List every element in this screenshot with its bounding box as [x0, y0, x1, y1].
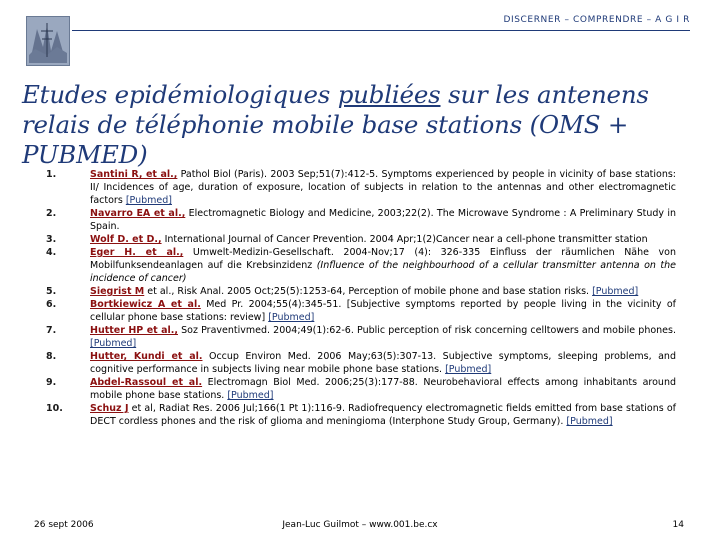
reference-item	[40, 324, 676, 350]
citation-text: Umwelt-Medizin-Gesellschaft. 2004-Nov;17 (4): 326-335 Einfluss der räumlichen Nähe von Mobilfunksendeanlagen auf die Krebsinzidenz	[90, 247, 676, 271]
reference-number: 3.	[46, 234, 57, 245]
reference-item	[40, 246, 676, 285]
author-link[interactable]: Siegrist M	[90, 286, 145, 297]
reference-text	[90, 207, 676, 233]
author-link[interactable]: Abdel-Rassoul et al.	[90, 377, 203, 388]
author-link[interactable]: Hutter, Kundi et al.	[90, 351, 203, 362]
author-link[interactable]: Wolf D. et D.,	[90, 234, 162, 245]
reference-number: 1.	[46, 169, 57, 180]
reference-item	[40, 168, 676, 207]
reference-text	[90, 324, 676, 350]
reference-item	[40, 376, 676, 402]
pubmed-link[interactable]: [Pubmed]	[125, 195, 172, 206]
header-tagline: DISCERNER – COMPRENDRE – A G I R	[503, 15, 690, 25]
citation-text: Electromagnetic Biology and Medicine, 2003;22(2). The Microwave Syndrome : A Preliminary Study in Spain.	[90, 208, 676, 232]
reference-text	[90, 246, 676, 285]
citation-translation: (Influence of the neighbourhood of a cellular transmitter antenna on the incidence of cancer)	[90, 260, 677, 284]
title-underlined-word: publiées	[337, 80, 441, 109]
reference-text	[90, 376, 676, 402]
title-part-1: Etudes epidémiologiques	[22, 80, 338, 109]
citation-text: Pathol Biol (Paris). 2003 Sep;51(7):412-5. Symptoms experienced by people in vicinity of base stations: II/ Incidences of age, duration of exposure, location of subjects in relation to the antennas and other electromagnetic factors	[90, 169, 676, 206]
header-divider	[72, 30, 690, 31]
reference-number: 7.	[46, 325, 57, 336]
reference-number: 6.	[46, 299, 57, 310]
reference-item	[40, 402, 676, 428]
citation-text: International Journal of Cancer Prevention. 2004 Apr;1(2)Cancer near a cell-phone transmitter station	[161, 234, 648, 245]
author-link[interactable]: Hutter HP et al.,	[90, 325, 178, 336]
title-part-2: sur les antenens relais de téléphonie mobile base stations (OMS + PUBMED)	[22, 80, 649, 169]
reference-number: 5.	[46, 286, 57, 297]
reference-text	[90, 233, 676, 246]
citation-text: et al, Radiat Res. 2006 Jul;166(1 Pt 1):116-9. Radiofrequency electromagnetic fields emitted from base stations of DECT cordless phones and the risk of glioma and meningioma (Interphone Study Group, Germany).	[90, 403, 676, 427]
reference-text	[90, 402, 676, 428]
citation-text: Electromagn Biol Med. 2006;25(3):177-88. Neurobehavioral effects among inhabitants around mobile phone base stations.	[90, 377, 676, 401]
reference-number: 8.	[46, 351, 57, 362]
reference-item	[40, 298, 676, 324]
pubmed-link[interactable]: [Pubmed]	[566, 416, 613, 427]
pubmed-link[interactable]: [Pubmed]	[268, 312, 315, 323]
footer-date: 26 sept 2006	[34, 520, 94, 530]
citation-text: Soz Praventivmed. 2004;49(1):62-6. Public perception of risk concerning celltowers and mobile phones.	[178, 325, 676, 336]
reference-number: 10.	[46, 403, 63, 414]
reference-list	[40, 168, 676, 428]
author-link[interactable]: Eger H. et al.,	[90, 247, 184, 258]
author-link[interactable]: Navarro EA et al.,	[90, 208, 186, 219]
reference-item	[40, 207, 676, 233]
reference-text	[90, 285, 676, 298]
author-link[interactable]: Bortkiewicz A et al.	[90, 299, 201, 310]
reference-text	[90, 168, 676, 207]
pubmed-link[interactable]: [Pubmed]	[445, 364, 492, 375]
author-link[interactable]: Santini R, et al.,	[90, 169, 178, 180]
reference-item	[40, 350, 676, 376]
reference-number: 2.	[46, 208, 57, 219]
footer-page-number: 14	[672, 520, 684, 530]
reference-item	[40, 285, 676, 298]
logo-image	[26, 16, 70, 66]
citation-text: et al., Risk Anal. 2005 Oct;25(5):1253-64, Perception of mobile phone and base station risks.	[144, 286, 593, 297]
pubmed-link[interactable]: [Pubmed]	[592, 286, 639, 297]
pubmed-link[interactable]: [Pubmed]	[90, 338, 137, 349]
slide-title	[22, 80, 702, 170]
citation-text: Med Pr. 2004;55(4):345-51. [Subjective symptoms reported by people living in the vicinity of cellular phone base stations: review]	[90, 299, 676, 323]
author-link[interactable]: Schuz J	[90, 403, 129, 414]
footer-author: Jean-Luc Guilmot – www.001.be.cx	[282, 520, 438, 530]
reference-number: 9.	[46, 377, 57, 388]
citation-text: Occup Environ Med. 2006 May;63(5):307-13. Subjective symptoms, sleeping problems, and cognitive performance in subjects living near mobile phone base stations.	[90, 351, 676, 375]
reference-item	[40, 233, 676, 246]
reference-number: 4.	[46, 247, 57, 258]
reference-text	[90, 298, 676, 324]
reference-text	[90, 350, 676, 376]
pubmed-link[interactable]: [Pubmed]	[227, 390, 274, 401]
